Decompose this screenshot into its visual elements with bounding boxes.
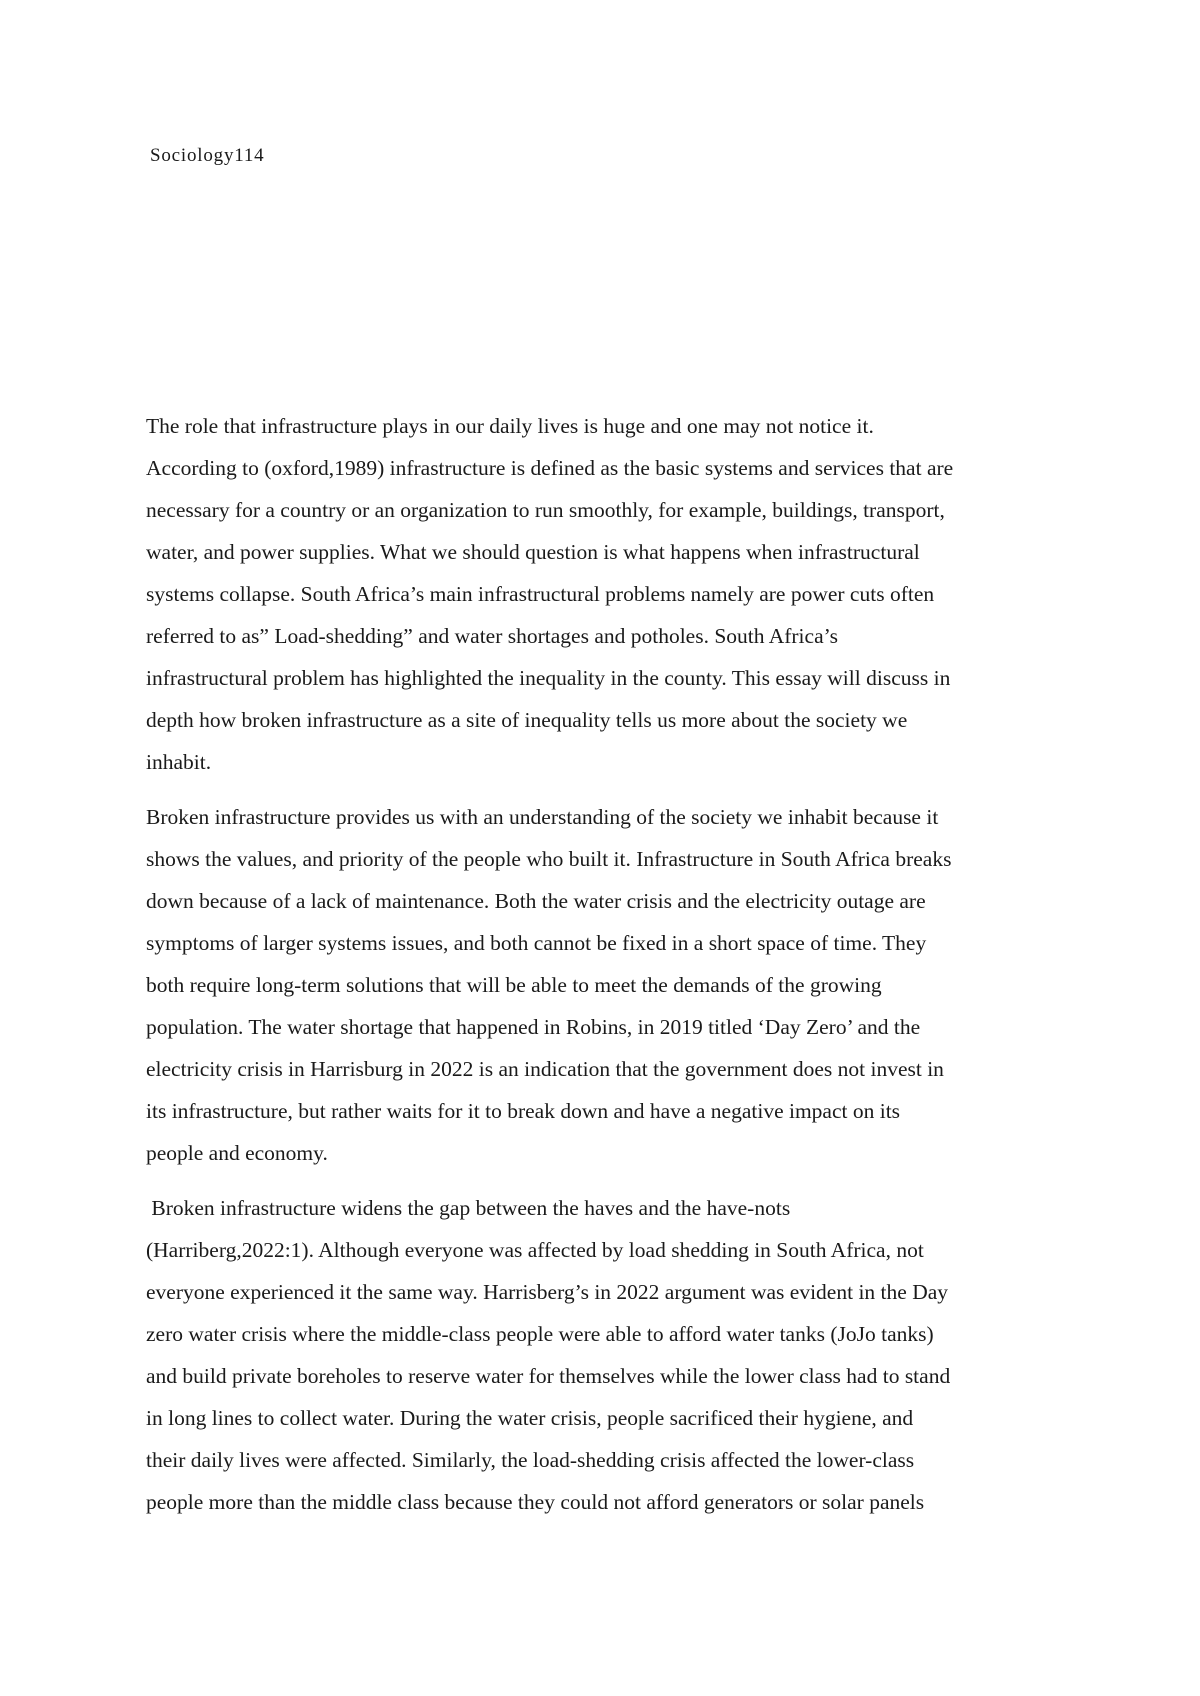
text-line: referred to as” Load-shedding” and water shortages and potholes. South Africa’s <box>146 624 838 648</box>
text-line: necessary for a country or an organization to run smoothly, for example, buildings, transport, <box>146 498 945 522</box>
text-line: both require long-term solutions that will be able to meet the demands of the growing <box>146 973 882 997</box>
text-line: in long lines to collect water. During the water crisis, people sacrificed their hygiene, and <box>146 1406 914 1430</box>
text-line: water, and power supplies. What we should question is what happens when infrastructural <box>146 540 920 564</box>
text-line: Broken infrastructure widens the gap between the haves and the have-nots <box>146 1196 791 1220</box>
paragraph-inequality-gap <box>146 1187 1066 1523</box>
text-line: zero water crisis where the middle-class people were able to afford water tanks (JoJo tanks) <box>146 1322 934 1346</box>
text-line: depth how broken infrastructure as a site of inequality tells us more about the society we <box>146 708 908 732</box>
text-line: down because of a lack of maintenance. Both the water crisis and the electricity outage are <box>146 889 926 913</box>
text-line: The role that infrastructure plays in our daily lives is huge and one may not notice it. <box>146 414 874 438</box>
text-line: infrastructural problem has highlighted the inequality in the county. This essay will discuss in <box>146 666 951 690</box>
text-line: shows the values, and priority of the people who built it. Infrastructure in South Africa breaks <box>146 847 952 871</box>
text-line: systems collapse. South Africa’s main infrastructural problems namely are power cuts often <box>146 582 935 606</box>
paragraph-introduction <box>146 405 1066 783</box>
text-line: its infrastructure, but rather waits for it to break down and have a negative impact on its <box>146 1099 901 1123</box>
paragraph-spacing <box>146 783 1066 796</box>
text-line: population. The water shortage that happened in Robins, in 2019 titled ‘Day Zero’ and the <box>146 1015 921 1039</box>
text-line: symptoms of larger systems issues, and both cannot be fixed in a short space of time. They <box>146 931 927 955</box>
text-line: inhabit. <box>146 750 212 774</box>
course-header: Sociology114 <box>150 145 265 166</box>
text-line: everyone experienced it the same way. Harrisberg’s in 2022 argument was evident in the Day <box>146 1280 949 1304</box>
text-line: According to (oxford,1989) infrastructure is defined as the basic systems and services that are <box>146 456 954 480</box>
text-line: (Harriberg,2022:1). Although everyone was affected by load shedding in South Africa, not <box>146 1238 924 1262</box>
paragraph-spacing <box>146 1174 1066 1187</box>
paragraph-broken-infrastructure <box>146 796 1066 1174</box>
text-line: and build private boreholes to reserve water for themselves while the lower class had to stand <box>146 1364 951 1388</box>
text-line: their daily lives were affected. Similarly, the load-shedding crisis affected the lower-class <box>146 1448 915 1472</box>
text-line: people more than the middle class because they could not afford generators or solar panels <box>146 1490 925 1514</box>
text-line: Broken infrastructure provides us with an understanding of the society we inhabit because it <box>146 805 939 829</box>
text-line: people and economy. <box>146 1141 328 1165</box>
text-line: electricity crisis in Harrisburg in 2022 is an indication that the government does not invest in <box>146 1057 944 1081</box>
essay-body <box>146 405 1066 1523</box>
